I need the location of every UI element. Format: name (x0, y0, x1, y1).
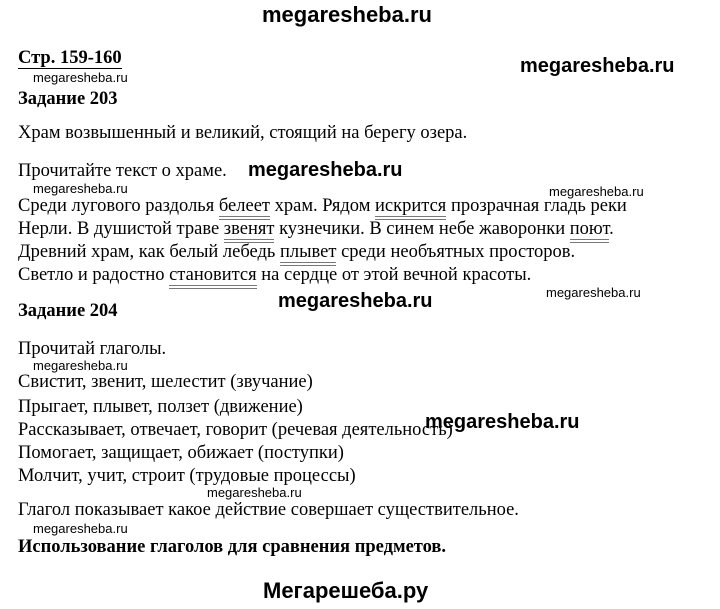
paragraph-line-2 (18, 218, 614, 240)
task-204-line: Свистит, звенит, шелестит (звучание) (18, 372, 313, 392)
text-fragment: Светло и радостно (18, 265, 170, 285)
watermark-bottom: Мегарешеба.ру (263, 578, 429, 603)
paragraph-line-4 (18, 264, 531, 286)
task-203-line1: Храм возвышенный и великий, стоящий на берегу озера. (18, 123, 468, 143)
task-203-line2: Прочитайте текст о храме. (18, 161, 227, 181)
watermark-small: megaresheba.ru (549, 184, 644, 199)
watermark-top: megaresheba.ru (262, 2, 432, 27)
text-fragment: на сердце от этой вечной красоты. (256, 265, 532, 285)
text-fragment: храм. Рядом (270, 196, 376, 216)
text-fragment: прозрачная гладь реки (446, 196, 627, 216)
text-fragment: Древний храм, как белый лебедь (18, 242, 280, 262)
task-204-line: Глагол показывает какое действие совершает существительное. (18, 500, 519, 520)
underlined-verb: плывет (280, 242, 337, 266)
task-204-line: Молчит, учит, строит (трудовые процессы) (18, 466, 356, 486)
paragraph-line-1 (18, 195, 627, 217)
text-fragment: Нерли. В душистой траве (18, 219, 224, 239)
task-203-title: Задание 203 (18, 89, 118, 109)
task-204-line: Прочитай глаголы. (18, 339, 167, 359)
task-204-line: Помогает, защищает, обижает (поступки) (18, 443, 344, 463)
page-reference: Стр. 159-160 (18, 48, 122, 68)
text-fragment: . (609, 219, 614, 239)
task-204-line: Рассказывает, отвечает, говорит (речевая деятельность) (18, 420, 453, 440)
text-fragment: кузнечики. В синем небе жаворонки (274, 219, 570, 239)
underlined-verb: становится (169, 265, 257, 289)
watermark-small: megaresheba.ru (33, 181, 128, 196)
underlined-verb: поют (570, 219, 609, 243)
watermark-small: megaresheba.ru (33, 521, 128, 536)
text-fragment: Среди лугового раздолья (18, 196, 219, 216)
watermark-header-right: megaresheba.ru (520, 55, 675, 77)
watermark-small: megaresheba.ru (33, 70, 128, 85)
watermark-small: megaresheba.ru (207, 485, 302, 500)
task-204-title: Задание 204 (18, 301, 118, 321)
paragraph-line-3 (18, 241, 575, 263)
underlined-verb: белеет (219, 196, 270, 220)
underlined-verb: искрится (375, 196, 446, 220)
task-204-line: Прыгает, плывет, ползет (движение) (18, 397, 303, 417)
watermark-small: megaresheba.ru (33, 358, 128, 373)
text-fragment: среди необъятных просторов. (336, 242, 576, 262)
watermark-verbs: megaresheba.ru (425, 411, 580, 433)
underlined-verb: звенят (224, 219, 275, 243)
watermark-mid-line: megaresheba.ru (248, 159, 403, 181)
task-204-conclusion: Использование глаголов для сравнения предметов. (18, 537, 447, 557)
watermark-small: megaresheba.ru (546, 285, 641, 300)
watermark-between-tasks: megaresheba.ru (278, 290, 433, 312)
